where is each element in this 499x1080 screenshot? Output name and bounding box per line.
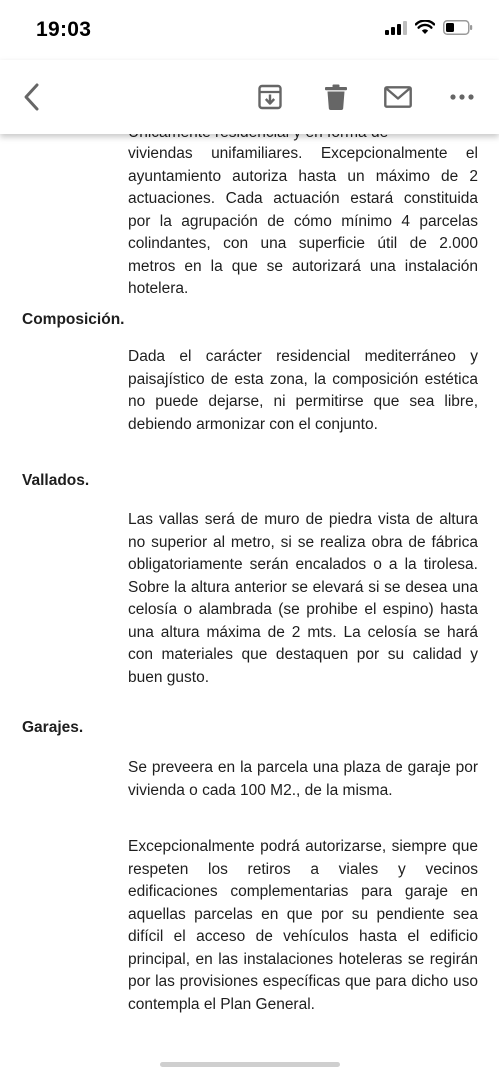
status-icons bbox=[385, 20, 473, 35]
envelope-icon bbox=[384, 86, 412, 108]
back-button[interactable] bbox=[14, 78, 48, 116]
wifi-icon bbox=[415, 20, 435, 35]
ellipsis-icon bbox=[450, 94, 474, 100]
paragraph-garajes-1: Se preveera en la parcela una plaza de garaje por vivienda o cada 100 M2., de la misma. bbox=[128, 759, 478, 799]
heading-composicion: Composición. bbox=[22, 311, 125, 328]
trash-icon bbox=[325, 84, 347, 110]
paragraph-garajes-2: Excepcionalmente podrá autorizarse, siempre que respeten los retiros a viales y vecinos edificaciones complementarias para garaje en aquellas parcelas en que por su pendiente sea difícil el acceso de vehículos hasta el edificio principal, en las instalaciones hoteleras se regirán por las provisiones específicas que para dicho uso contempla el Plan General. bbox=[128, 838, 478, 1013]
paragraph-vallados: Las vallas será de muro de piedra vista de altura no superior al metro, si se realiza obra de fábrica obligatoriamente serán encalados o a la tirolesa. Sobre la altura anterior se elevará si se desea una celosía o alambrada (se prohibe el espino) hasta una altura máxima de 2 mts. La celosía se hará con materiales que destaquen por su calidad y buen gusto. bbox=[128, 511, 478, 686]
more-options-button[interactable] bbox=[444, 78, 480, 116]
paragraph-composicion: Dada el carácter residencial mediterráneo y paisajístico de esta zona, la composición estética no puede dejarse, ni permitirse que sea libre, debiendo armonizar con el conjunto. bbox=[128, 348, 478, 433]
archive-button[interactable] bbox=[252, 78, 288, 116]
message-toolbar bbox=[0, 60, 499, 134]
delete-button[interactable] bbox=[318, 78, 354, 116]
cellular-signal-icon bbox=[385, 21, 407, 35]
heading-vallados: Vallados. bbox=[22, 472, 90, 489]
chevron-left-icon bbox=[21, 82, 41, 112]
battery-icon bbox=[443, 20, 473, 35]
archive-download-icon bbox=[258, 84, 282, 110]
mark-unread-button[interactable] bbox=[380, 78, 416, 116]
paragraph-uso: viviendas unifamiliares. Excepcionalmente el ayuntamiento autoriza hasta un máximo de 2 actuaciones. Cada actuación estará constituida por la agrupación de cómo mínimo 4 parcelas colindantes, con una superficie útil de 2.000 metros en la que se autorizará una instalación hotelera. bbox=[128, 145, 478, 297]
status-time: 19:03 bbox=[36, 18, 92, 41]
status-bar bbox=[0, 0, 499, 60]
heading-garajes: Garajes. bbox=[22, 719, 84, 736]
